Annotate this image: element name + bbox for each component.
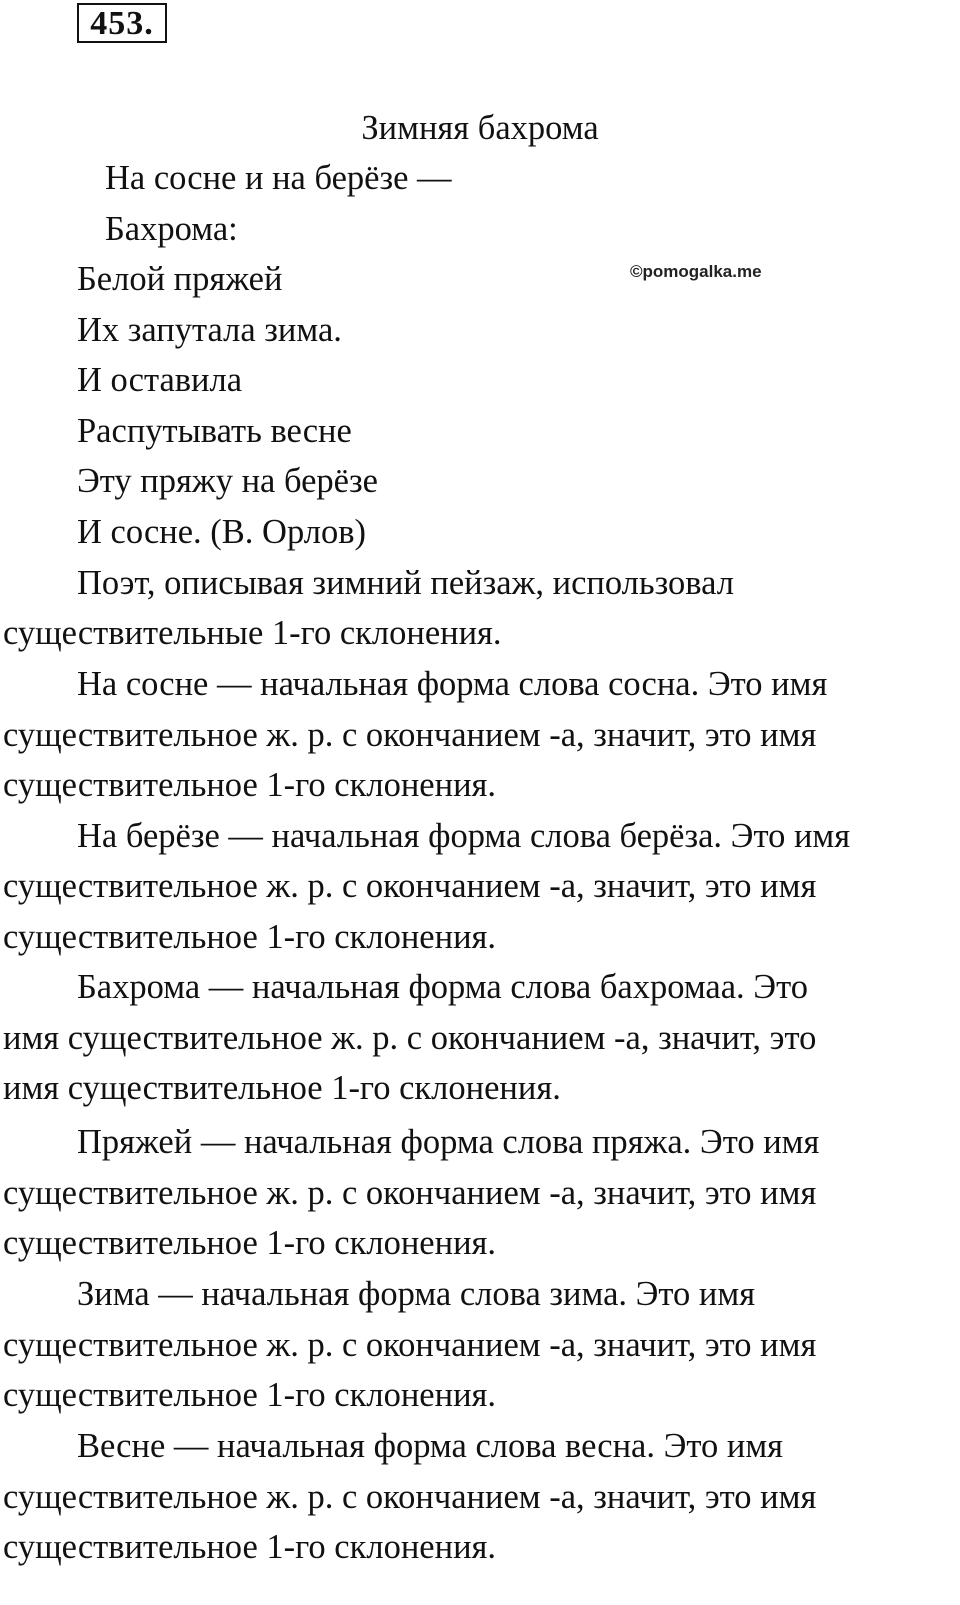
paragraph-line: существительное ж. р. с окончанием -а, значит, это имя [3, 1478, 817, 1516]
paragraph-line: существительное 1-го склонения. [3, 1528, 497, 1566]
poem-line: Распутывать весне [77, 412, 352, 450]
poem-line: Их запутала зима. [77, 311, 342, 349]
paragraph-line: На сосне — начальная форма слова сосна. Это имя [77, 665, 828, 703]
paragraph-line: На берёзе — начальная форма слова берёза. Это имя [77, 817, 851, 855]
poem-line: На сосне и на берёзе — [105, 159, 452, 197]
poem-title: Зимняя бахрома [361, 109, 599, 147]
paragraph-line: существительные 1-го склонения. [3, 614, 502, 652]
paragraph-line: существительное ж. р. с окончанием -а, значит, это имя [3, 867, 817, 905]
paragraph-line: Бахрома — начальная форма слова бахромаа. Это [77, 968, 808, 1006]
paragraph-line: существительное ж. р. с окончанием -а, значит, это имя [3, 716, 817, 754]
poem-line: Эту пряжу на берёзе [77, 462, 378, 500]
paragraph-line: Зима — начальная форма слова зима. Это имя [77, 1275, 756, 1313]
poem-author-line: И сосне. (В. Орлов) [77, 513, 367, 551]
paragraph-line: Весне — начальная форма слова весна. Это имя [77, 1427, 784, 1465]
task-number: 453. [77, 3, 167, 43]
watermark: ©pomogalka.me [630, 262, 762, 281]
poem-line: Белой пряжей [77, 260, 283, 298]
paragraph-line: существительное ж. р. с окончанием -а, значит, это имя [3, 1174, 817, 1212]
paragraph-line: существительное 1-го склонения. [3, 918, 497, 956]
paragraph-line: существительное 1-го склонения. [3, 1376, 497, 1414]
paragraph-line: существительное 1-го склонения. [3, 766, 497, 804]
paragraph-line: Поэт, описывая зимний пейзаж, использовал [77, 564, 734, 602]
poem-line: Бахрома: [105, 210, 238, 248]
paragraph-line: имя существительное 1-го склонения. [3, 1069, 561, 1107]
paragraph-line: существительное 1-го склонения. [3, 1224, 497, 1262]
poem-line: И оставила [77, 361, 243, 399]
paragraph-line: существительное ж. р. с окончанием -а, значит, это имя [3, 1326, 817, 1364]
paragraph-line: Пряжей — начальная форма слова пряжа. Это имя [77, 1123, 820, 1161]
paragraph-line: имя существительное ж. р. с окончанием -а, значит, это [3, 1019, 817, 1057]
